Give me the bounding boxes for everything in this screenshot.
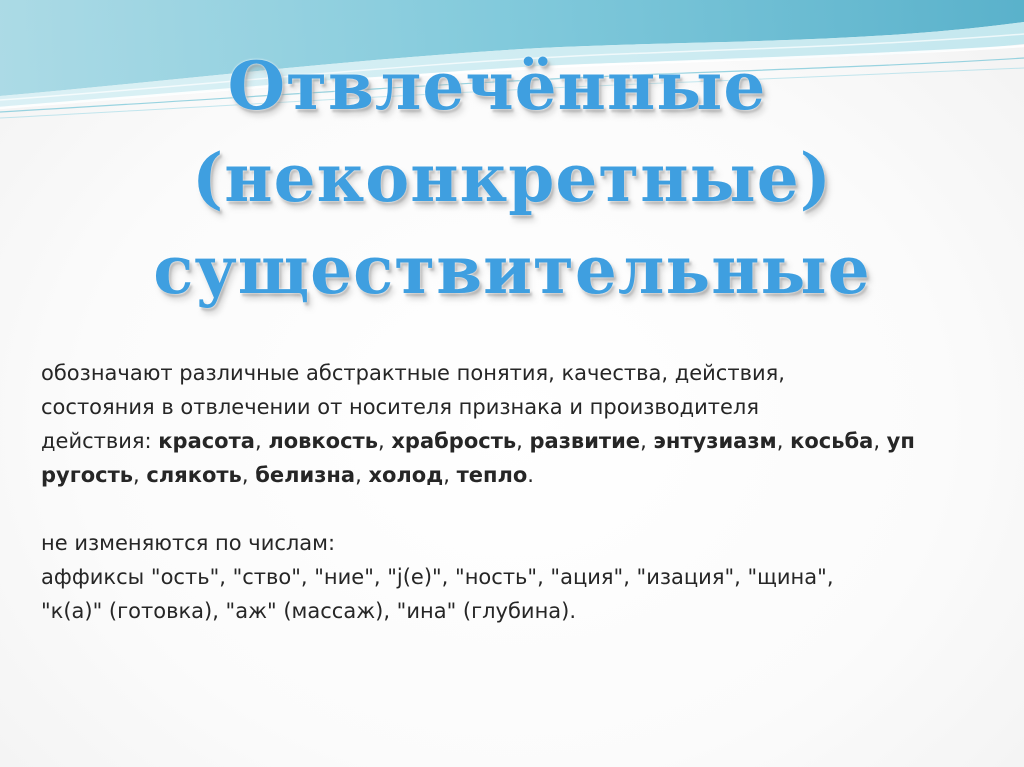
title-line-3: существительные [153, 231, 871, 309]
example-word: развитие [529, 429, 641, 453]
separator: , [355, 463, 369, 487]
definition-paragraph [41, 356, 971, 492]
separator: , [516, 429, 530, 453]
example-word: косьба [790, 429, 874, 453]
slide-title [0, 40, 1024, 316]
title-line-2: (неконкретные) [192, 139, 832, 217]
separator: , [378, 429, 392, 453]
separator: , [443, 463, 457, 487]
separator: , [254, 429, 269, 453]
title-line-1: Отвлечённые [227, 47, 767, 125]
affixes-line-3: "к(а)" (готовка), "аж" (массаж), "ина" (глубина). [41, 599, 577, 623]
definition-line-2: состояния в отвлечении от носителя признака и производителя [41, 395, 759, 419]
definition-line-3-prefix: действия: [41, 429, 159, 453]
separator: , [640, 429, 654, 453]
affixes-paragraph [41, 526, 971, 628]
example-word: ругость [41, 463, 134, 487]
example-word: холод [368, 463, 444, 487]
definition-line-1: обозначают различные абстрактные понятия, качества, действия, [41, 361, 785, 385]
example-word: слякоть [146, 463, 242, 487]
separator: , [873, 429, 887, 453]
example-word: уп [886, 429, 915, 453]
separator: , [133, 463, 147, 487]
affixes-line-1: не изменяются по числам: [41, 531, 336, 555]
example-word: белизна [255, 463, 356, 487]
terminal-period: . [527, 463, 534, 487]
example-word: ловкость [268, 429, 379, 453]
affixes-line-2: аффиксы "ость", "ство", "ние", "j(е)", "ность", "ация", "изация", "щина", [41, 565, 834, 589]
example-word: энтузиазм [653, 429, 777, 453]
example-word: тепло [456, 463, 528, 487]
slide-body [41, 356, 971, 628]
separator: , [776, 429, 791, 453]
example-word: храбрость [391, 429, 517, 453]
example-word: красота [158, 429, 255, 453]
separator: , [241, 463, 256, 487]
